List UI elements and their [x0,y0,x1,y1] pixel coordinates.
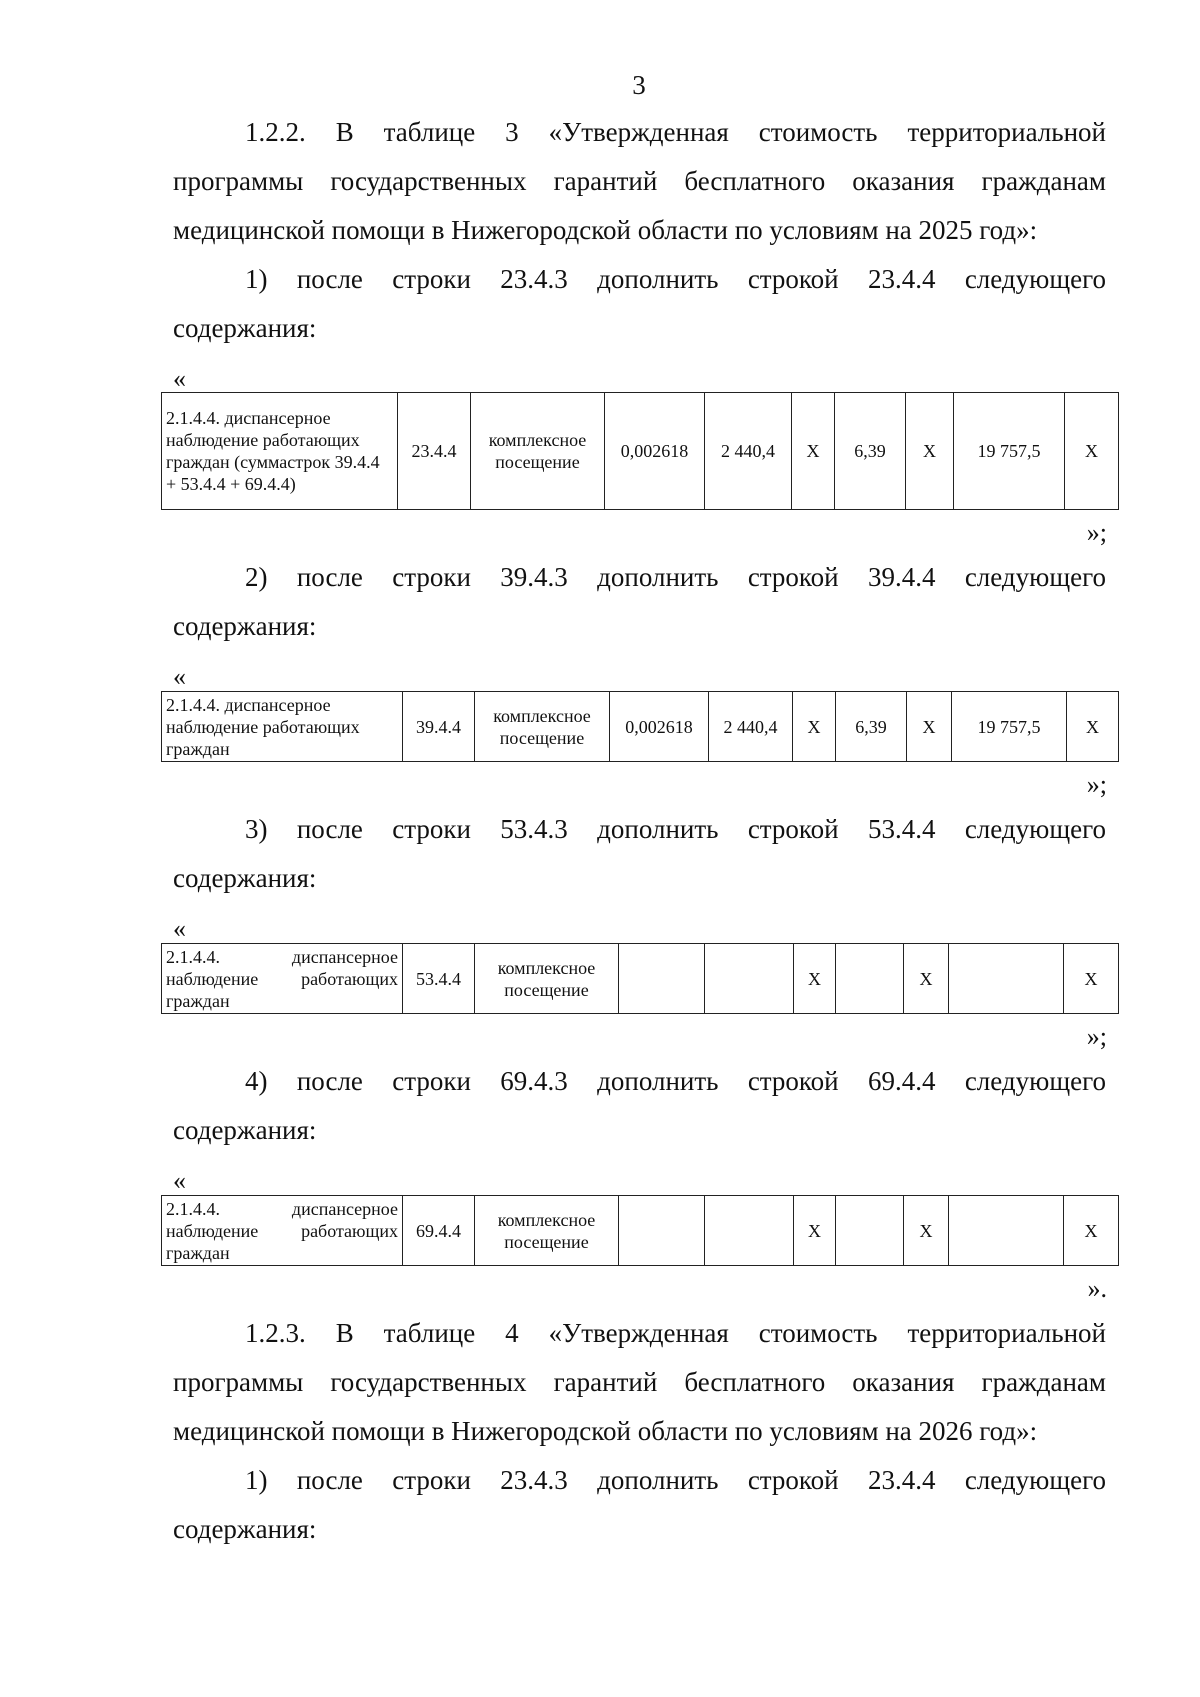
cell-c5 [705,1196,794,1266]
table-row [162,1196,1119,1266]
item-1-close-quote: »; [1086,518,1107,547]
cell-name: 2.1.4.4. диспансерное наблюдение работающих граждан [162,692,403,762]
item-1-text-cont: содержания: [173,313,317,343]
cell-c8: X [907,692,952,762]
item-4-text-cont: содержания: [173,1115,317,1145]
cell-c9: 19 757,5 [954,393,1065,510]
table-row [162,944,1119,1014]
section-123-item-1-text-cont: содержания: [173,1514,317,1544]
section-122-line-3: медицинской помощи в Нижегородской области по условиям на 2025 год»: [173,215,1038,245]
item-1-open-quote: « [173,364,186,393]
section-122-line-2: программы государственных гарантий бесплатного оказания гражданам [173,166,1106,196]
item-4-table [161,1195,1119,1266]
cell-c7 [836,1196,904,1266]
item-3-text: 3) после строки 53.4.3 дополнить строкой 53.4.4 следующего [245,814,1106,844]
cell-c10: X [1067,692,1119,762]
cell-c8: X [906,393,954,510]
cell-c4 [619,944,705,1014]
cell-unit: комплексное посещение [475,692,610,762]
page-number: 3 [632,70,646,100]
cell-code: 53.4.4 [403,944,475,1014]
cell-c7: 6,39 [836,692,907,762]
cell-c10: X [1064,944,1119,1014]
item-2-text: 2) после строки 39.4.3 дополнить строкой 39.4.4 следующего [245,562,1106,592]
cell-c5: 2 440,4 [709,692,793,762]
cell-c8: X [904,1196,949,1266]
item-3-open-quote: « [173,914,186,943]
item-3-text-cont: содержания: [173,863,317,893]
cell-name: 2.1.4.4. диспансерное наблюдение работающих граждан [162,1196,403,1266]
item-4-close-quote: ». [1087,1274,1107,1303]
cell-c6: X [794,944,836,1014]
table-row [162,393,1119,510]
cell-c7 [836,944,904,1014]
cell-unit: комплексное посещение [471,393,605,510]
section-123-line-3: медицинской помощи в Нижегородской области по условиям на 2026 год»: [173,1416,1038,1446]
section-123-line-1: 1.2.3. В таблице 4 «Утвержденная стоимость территориальной [245,1318,1106,1348]
cell-c9 [949,944,1064,1014]
item-2-text-cont: содержания: [173,611,317,641]
cell-name: 2.1.4.4. диспансерное наблюдение работающих граждан (суммастрок 39.4.4 + 53.4.4 + 69.4.4) [162,393,398,510]
cell-c4: 0,002618 [605,393,705,510]
cell-c4: 0,002618 [610,692,709,762]
cell-c10: X [1064,1196,1119,1266]
cell-c9 [949,1196,1064,1266]
item-2-table [161,691,1119,762]
cell-c7: 6,39 [835,393,906,510]
section-123-item-1-text: 1) после строки 23.4.3 дополнить строкой 23.4.4 следующего [245,1465,1106,1495]
section-122-line-1: 1.2.2. В таблице 3 «Утвержденная стоимость территориальной [245,117,1106,147]
cell-code: 69.4.4 [403,1196,475,1266]
section-123-line-2: программы государственных гарантий бесплатного оказания гражданам [173,1367,1106,1397]
cell-code: 39.4.4 [403,692,475,762]
item-4-open-quote: « [173,1166,186,1195]
cell-c6: X [792,393,835,510]
cell-c6: X [794,1196,836,1266]
cell-unit: комплексное посещение [475,944,619,1014]
item-2-open-quote: « [173,662,186,691]
cell-c9: 19 757,5 [952,692,1067,762]
cell-c4 [619,1196,705,1266]
cell-code: 23.4.4 [398,393,471,510]
cell-c5 [705,944,794,1014]
item-3-close-quote: »; [1086,1022,1107,1051]
item-2-close-quote: »; [1086,770,1107,799]
item-1-table [161,392,1119,510]
cell-name: 2.1.4.4. диспансерное наблюдение работающих граждан [162,944,403,1014]
cell-c6: X [793,692,836,762]
cell-c10: X [1065,393,1119,510]
cell-unit: комплексное посещение [475,1196,619,1266]
item-4-text: 4) после строки 69.4.3 дополнить строкой 69.4.4 следующего [245,1066,1106,1096]
cell-c5: 2 440,4 [705,393,792,510]
table-row [162,692,1119,762]
item-1-text: 1) после строки 23.4.3 дополнить строкой 23.4.4 следующего [245,264,1106,294]
cell-c8: X [904,944,949,1014]
item-3-table [161,943,1119,1014]
